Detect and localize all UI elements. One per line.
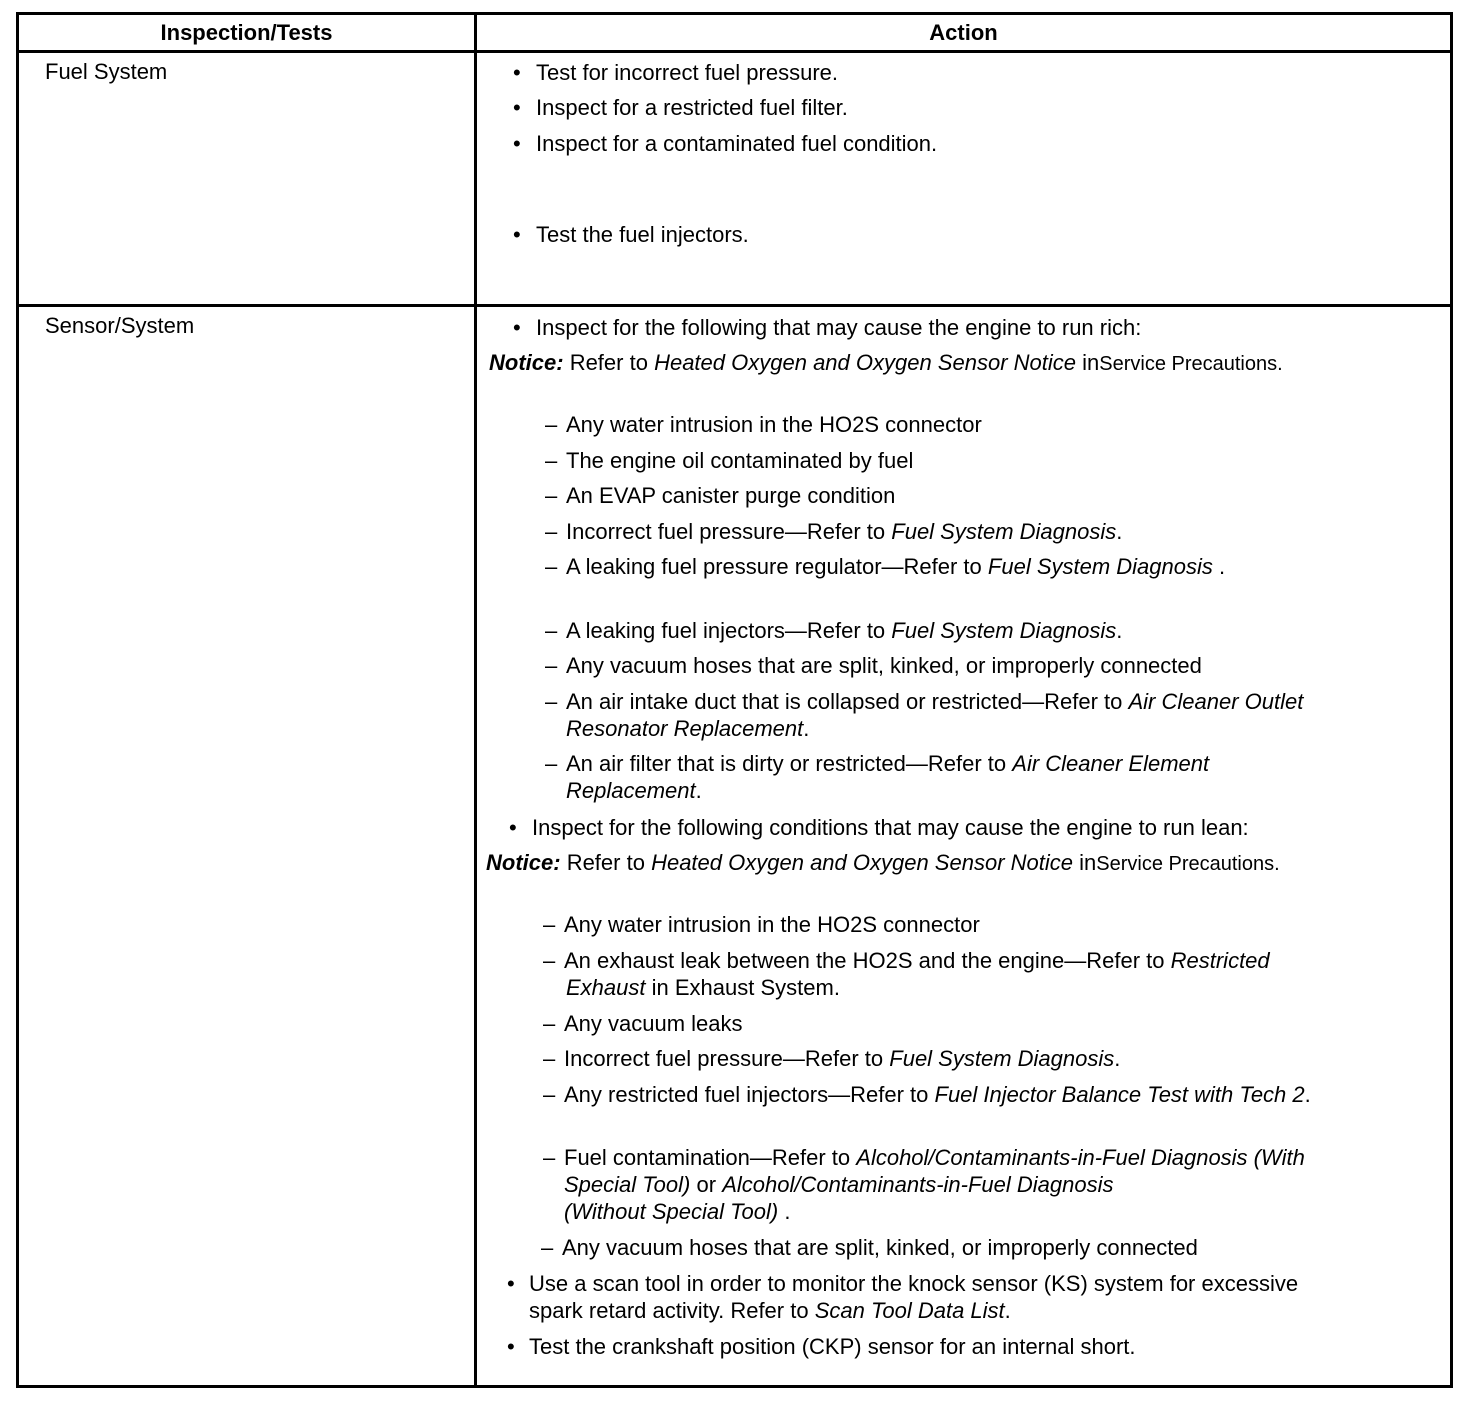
reference-link: Alcohol/Contaminants-in-Fuel Diagnosis (With: [856, 1145, 1305, 1170]
bullet-icon: •: [513, 95, 521, 120]
list-item: The engine oil contaminated by fuel: [566, 448, 914, 473]
dash-icon: –: [545, 653, 558, 678]
reference-link: Scan Tool Data List: [814, 1298, 1005, 1323]
dash-icon: –: [545, 448, 558, 473]
list-item: Incorrect fuel pressure—Refer to Fuel System Diagnosis.: [564, 1046, 1121, 1071]
list-item-continuation: (Without Special Tool) .: [564, 1199, 791, 1224]
reference-link: Fuel System Diagnosis: [891, 519, 1117, 544]
list-item: Any vacuum hoses that are split, kinked, or improperly connected: [566, 653, 1202, 678]
list-item-continuation: Resonator Replacement.: [566, 716, 810, 741]
list-item: Any restricted fuel injectors—Refer to Fuel Injector Balance Test with Tech 2.: [564, 1082, 1311, 1107]
notice-label: Notice:: [486, 850, 561, 875]
reference-link: Air Cleaner Outlet: [1128, 689, 1304, 714]
dash-icon: –: [545, 689, 558, 714]
dash-icon: –: [545, 483, 558, 508]
dash-icon: –: [543, 1011, 556, 1036]
column-divider: [474, 15, 477, 1385]
list-item: An air filter that is dirty or restricted—Refer to Air Cleaner Element: [566, 751, 1210, 776]
bullet-icon: •: [513, 131, 521, 156]
list-item-continuation: Exhaust in Exhaust System.: [566, 975, 840, 1000]
dash-icon: –: [545, 618, 558, 643]
reference-link: Alcohol/Contaminants-in-Fuel Diagnosis: [722, 1172, 1114, 1197]
list-item: Fuel contamination—Refer to Alcohol/Contaminants-in-Fuel Diagnosis (With: [564, 1145, 1305, 1170]
row-label-sensor-system: Sensor/System: [45, 313, 195, 338]
list-item: Inspect for a contaminated fuel condition.: [536, 131, 938, 156]
dash-icon: –: [543, 1082, 556, 1107]
dash-icon: –: [543, 1145, 556, 1170]
reference-link: Restricted: [1170, 948, 1270, 973]
row-divider: [19, 304, 1450, 307]
list-item: An EVAP canister purge condition: [566, 483, 896, 508]
notice-rich: Notice: Refer to Heated Oxygen and Oxygen Sensor Notice inService Precautions.: [489, 350, 1283, 375]
reference-link: Resonator Replacement: [566, 716, 804, 741]
reference-link: Fuel System Diagnosis: [987, 554, 1213, 579]
list-item: Any vacuum hoses that are split, kinked, or improperly connected: [562, 1235, 1198, 1260]
bullet-icon: •: [513, 60, 521, 85]
bullet-icon: •: [513, 315, 521, 340]
list-item: Inspect for the following conditions that may cause the engine to run lean:: [532, 815, 1249, 840]
reference-link: Exhaust: [566, 975, 646, 1000]
list-item: An air intake duct that is collapsed or restricted—Refer to Air Cleaner Outlet: [566, 689, 1304, 714]
list-item: Any water intrusion in the HO2S connector: [566, 412, 982, 437]
bullet-icon: •: [513, 222, 521, 247]
reference-link: Air Cleaner Element: [1012, 751, 1210, 776]
list-item: A leaking fuel injectors—Refer to Fuel System Diagnosis.: [566, 618, 1123, 643]
dash-icon: –: [543, 948, 556, 973]
reference-link: Fuel System Diagnosis: [891, 618, 1117, 643]
bullet-icon: •: [507, 1334, 515, 1359]
dash-icon: –: [545, 751, 558, 776]
dash-icon: –: [541, 1235, 554, 1260]
list-item-continuation: Special Tool) or Alcohol/Contaminants-in-Fuel Diagnosis: [564, 1172, 1114, 1197]
notice-lean: Notice: Refer to Heated Oxygen and Oxygen Sensor Notice inService Precautions.: [486, 850, 1280, 875]
dash-icon: –: [543, 1046, 556, 1071]
bullet-icon: •: [509, 815, 517, 840]
notice-label: Notice:: [489, 350, 564, 375]
dash-icon: –: [545, 412, 558, 437]
row-label-fuel-system: Fuel System: [45, 59, 168, 84]
notice-reference: Heated Oxygen and Oxygen Sensor Notice: [654, 350, 1076, 375]
list-item: Test for incorrect fuel pressure.: [536, 60, 839, 85]
list-item: Any vacuum leaks: [564, 1011, 743, 1036]
list-item: Any water intrusion in the HO2S connector: [564, 912, 980, 937]
reference-link: Fuel System Diagnosis: [889, 1046, 1115, 1071]
header-inspection-tests: Inspection/Tests: [160, 20, 333, 45]
list-item: Incorrect fuel pressure—Refer to Fuel System Diagnosis.: [566, 519, 1123, 544]
bullet-icon: •: [507, 1271, 515, 1296]
list-item-continuation: spark retard activity. Refer to Scan Tool Data List.: [529, 1298, 1011, 1323]
reference-link: Replacement: [566, 778, 696, 803]
dash-icon: –: [545, 554, 558, 579]
list-item: Test the fuel injectors.: [536, 222, 749, 247]
reference-link: (Without Special Tool): [564, 1199, 779, 1224]
list-item: A leaking fuel pressure regulator—Refer to Fuel System Diagnosis .: [566, 554, 1226, 579]
header-divider: [19, 50, 1450, 53]
notice-reference: Heated Oxygen and Oxygen Sensor Notice: [651, 850, 1073, 875]
list-item: An exhaust leak between the HO2S and the engine—Refer to Restricted: [564, 948, 1270, 973]
list-item: Test the crankshaft position (CKP) sensor for an internal short.: [529, 1334, 1136, 1359]
diagnostic-table: [16, 12, 1453, 1388]
list-item: Inspect for the following that may cause the engine to run rich:: [536, 315, 1142, 340]
list-item: Inspect for a restricted fuel filter.: [536, 95, 848, 120]
header-action: Action: [929, 20, 998, 45]
dash-icon: –: [545, 519, 558, 544]
reference-link: Special Tool): [564, 1172, 691, 1197]
dash-icon: –: [543, 912, 556, 937]
list-item: Use a scan tool in order to monitor the knock sensor (KS) system for excessive: [529, 1271, 1299, 1296]
list-item-continuation: Replacement.: [566, 778, 702, 803]
reference-link: Fuel Injector Balance Test with Tech 2: [934, 1082, 1305, 1107]
